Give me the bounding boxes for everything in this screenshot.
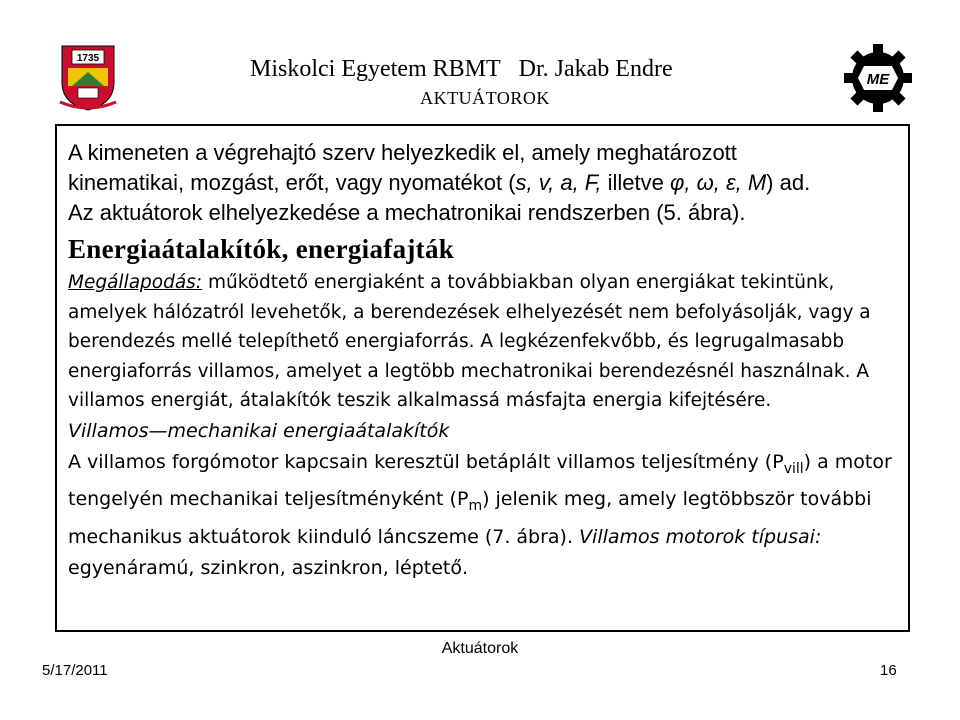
crest-year: 1735 (76, 53, 100, 64)
intro-variables: s, v, a, F, (515, 170, 602, 195)
faculty-gear-logo (838, 42, 918, 114)
course-title: AKTUÁTOROK (420, 88, 550, 108)
agreement-label: Megállapodás: (68, 272, 203, 293)
power-subscript-2: m (468, 498, 483, 515)
author-name: Dr. Jakab Endre (518, 56, 673, 82)
agreement-paragraph (68, 268, 898, 416)
motor-types-label: Villamos motorok típusai: (579, 526, 822, 549)
header-title (250, 56, 720, 83)
intro-line-2a: kinematikai, mozgást, erőt, vagy nyomatékot ( (68, 170, 516, 195)
intro-greek-variables: φ, ω, ε, M (670, 170, 767, 195)
motor-types-text: egyenáramú, szinkron, aszinkron, léptető. (68, 557, 469, 580)
power-text-b: ) a motor tengelyén mechanikai teljesítményként ( (68, 450, 892, 511)
agreement-text: működtető energiaként a továbbiakban olyan energiákat tekintünk, amelyek hálózatról levehetők, a berendezések elhelyezését nem befolyásolják, vagy a berendezés mellé telepíthető energiaforrás. A legkézenfekvőbb, és legrugalmasabb energiaforrás villamos, amelyet a legtöbb mechatronikai berendezésnél használnak. A villamos energiát, átalakítók teszik alkalmassá másfajta energia kifejtésére. (68, 272, 871, 411)
footer-title: Aktuátorok (441, 640, 519, 657)
converter-paragraph (68, 416, 898, 585)
intro-line-1: A kimeneten a végrehajtó szerv helyezkedik el, amely meghatározott (68, 140, 737, 165)
intro-line-2b: illetve (601, 170, 671, 195)
intro-paragraph (68, 138, 898, 228)
gear-logo-text: ME (866, 71, 890, 88)
slide-content (68, 138, 898, 584)
footer-date: 5/17/2011 (42, 662, 108, 679)
intro-line-3: Az aktuátorok elhelyezkedése a mechatronikai rendszerben (5. ábra). (68, 200, 746, 225)
power-text-a: A villamos forgómotor kapcsain keresztül betáplált villamos teljesítmény ( (68, 450, 773, 473)
university-crest-logo (58, 42, 118, 112)
power-text-c: ) jelenik meg, amely legtöbbször további mechanikus aktuátorok kiinduló láncszeme (7. ábra). (68, 488, 872, 549)
intro-line-2c: ) ad. (766, 170, 811, 195)
power-symbol-1: P (772, 450, 784, 473)
page-number: 16 (880, 662, 897, 679)
university-name: Miskolci Egyetem RBMT (250, 56, 501, 82)
power-symbol-2: P (456, 488, 469, 511)
section-heading: Energiaátalakítók, energiafajták (68, 234, 455, 264)
power-subscript-1: vill (783, 460, 804, 477)
subheading: Villamos—mechanikai energiaátalakítók (68, 419, 450, 442)
